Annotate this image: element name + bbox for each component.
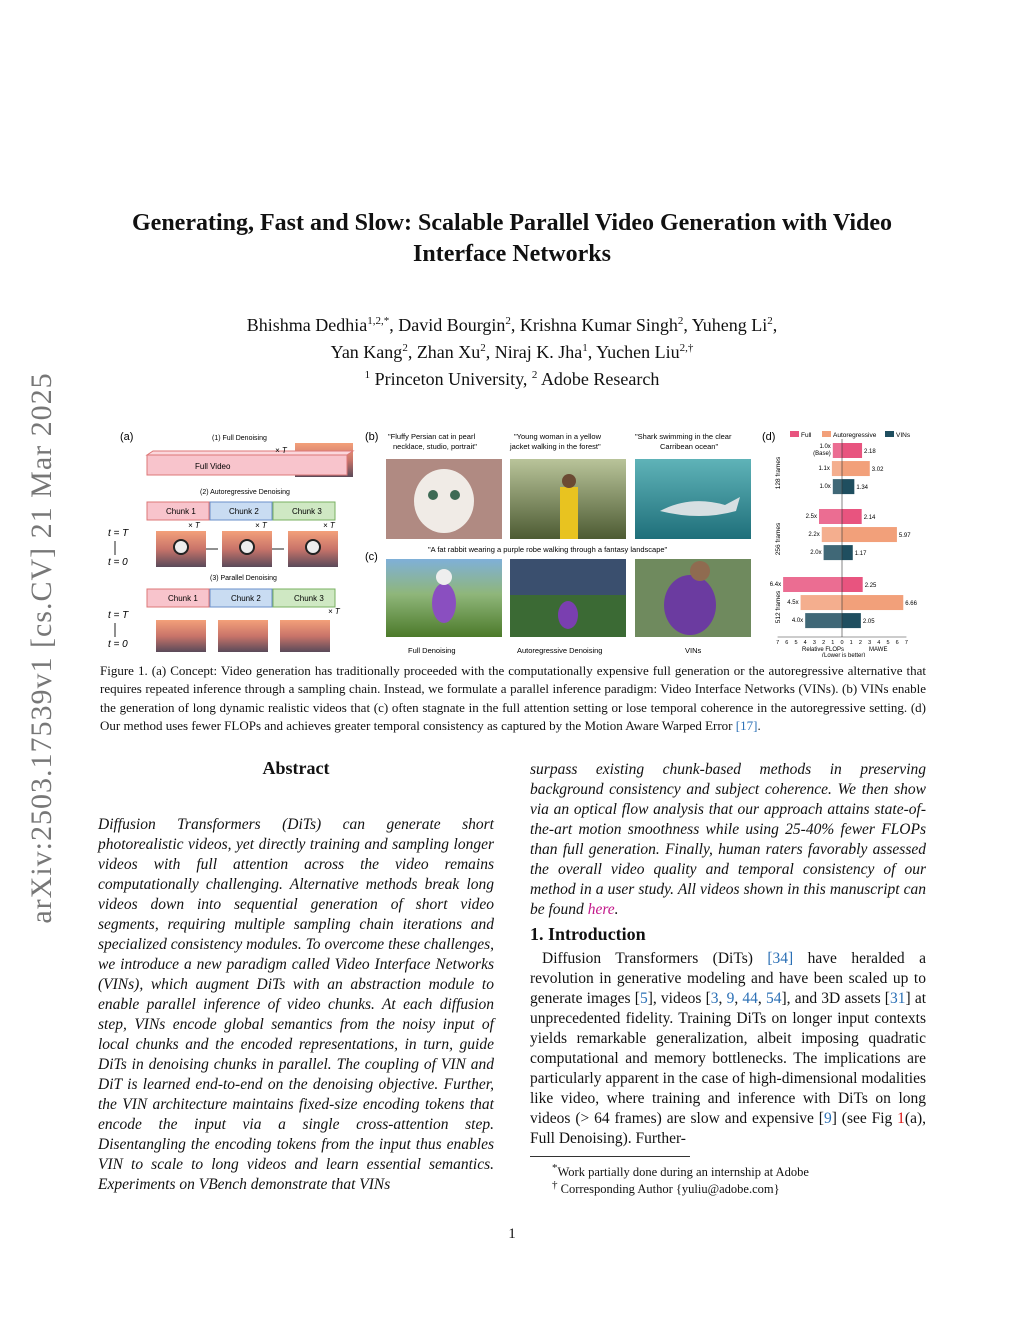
citation-44[interactable]: 44 [742, 990, 758, 1007]
rabbit-robe [558, 601, 578, 629]
figure-caption [100, 662, 926, 736]
sep: , [757, 990, 766, 1007]
flops-value-label: 1.0x [819, 444, 831, 450]
mawe-bar [842, 461, 870, 476]
author-name: Krishna Kumar Singh [519, 315, 678, 335]
mawe-bar [842, 577, 863, 592]
author-block [100, 310, 924, 391]
citation-9[interactable]: 9 [823, 1110, 832, 1127]
author-name: Niraj K. Jha [494, 342, 583, 362]
intro-text: ], videos [ [647, 990, 711, 1007]
abstract-cont-text: surpass existing chunk-based methods in preserving background consistency and subject coherence. We then show via an optical flow analysis that our approach attains state-of-the-art motion smoothness while using 25-40% fewer FLOPs than full generation. Finally, human raters favorably assessed the overall video quality and temporal consistency of our method in a user study. All videos shown in this manuscript can be found [530, 761, 926, 918]
flops-value-label: 4.5x [787, 600, 799, 607]
tick-label: 5 [794, 640, 798, 646]
footnote-text: Corresponding Author {yuliu@adobe.com} [560, 1182, 780, 1197]
autoregressive-label: (2) Autoregressive Denoising [200, 489, 290, 496]
flops-bar [801, 595, 842, 610]
full-video-label: Full Video [195, 462, 231, 471]
intro-text: Diffusion Transformers (DiTs) [542, 950, 768, 967]
prompt-c: "A fat rabbit wearing a purple robe walking through a fantasy landscape" [428, 545, 668, 554]
tick-label: 2 [822, 640, 826, 646]
author-affil-mark: 2 [402, 342, 408, 354]
author-line-1: Bhishma Dedhia$^{1,2,*}$, David Bourgin$^2$, Krishna Kumar Singh$^2$, Yuheng Li$^2$, [246, 315, 778, 335]
citation-34[interactable]: [34] [767, 950, 794, 967]
panda-icon [240, 540, 254, 554]
flops-value-label: 6.4x [769, 582, 782, 588]
times-t-label: × T [275, 446, 287, 455]
legend-label-full: Full [801, 432, 812, 439]
citation-54[interactable]: 54 [766, 990, 782, 1007]
yellow-jacket-figure [560, 487, 578, 539]
tick-label: 4 [877, 640, 881, 646]
author-affil-mark: 1,2,* [367, 315, 390, 327]
intro-text: ] at unprecedented fidelity. Training DiTs on longer input contexts yields remarkable generalization, albeit imposing quadratic computational and memory bottlenecks. The implications are particularly apparent in the case of high-dimensional modalities like video, where training and inference with DiTs on long videos (> 64 frames) are slow and expensive [ [530, 990, 927, 1127]
title-line-1: Generating, Fast and Slow: Scalable Parallel Video Generation with Video [132, 210, 892, 236]
citation-31[interactable]: 31 [889, 990, 906, 1007]
panel-b-label: (b) [365, 431, 379, 443]
mawe-value-label: 1.17 [854, 551, 867, 558]
t-eq-T-label: t = T [108, 610, 129, 621]
author-affil-mark: 1 [582, 342, 588, 354]
flops-bar [822, 527, 842, 542]
mawe-bar [842, 443, 862, 458]
full-denoising-label: (1) Full Denoising [212, 435, 267, 442]
footnote-rule [530, 1156, 690, 1157]
panda-icon [306, 540, 320, 554]
group-label: 512 frames [775, 590, 782, 624]
chunk2-label-par: Chunk 2 [231, 594, 261, 603]
flops-value-label: 2.0x [810, 550, 822, 557]
group-label: 256 frames [775, 522, 782, 556]
shark-frame [635, 459, 751, 539]
intro-text: (a), Full Denoising). Further- [530, 1110, 926, 1147]
flops-bar [819, 509, 842, 524]
abstract-end: . [614, 901, 619, 918]
full-video-bar [147, 455, 347, 475]
x-label-flops: Relative FLOPs [802, 647, 845, 653]
par-chunk1-frame [156, 620, 206, 652]
rabbit-head [436, 569, 452, 585]
cat-eye-icon [428, 490, 438, 500]
x-label-mawe: MAWE [869, 647, 888, 653]
flops-value-label: 2.5x [805, 514, 817, 520]
times-t-label: × T [328, 607, 340, 616]
footnote-2 [552, 1177, 780, 1197]
author-name: Yuheng Li [691, 315, 768, 335]
group-label: 128 frames [775, 456, 782, 490]
footnote-mark: * [552, 1162, 558, 1174]
chunk2-label-ar: Chunk 2 [229, 507, 259, 516]
author-name: Yuchen Liu [596, 342, 680, 362]
mawe-value-label: 3.02 [871, 467, 884, 474]
mawe-bar [842, 479, 854, 494]
flops-value-label: 2.2x [808, 532, 820, 539]
tick-label: 3 [868, 640, 872, 646]
author-name: Bhishma Dedhia [246, 315, 368, 335]
prompt-1-line-1: "Fluffy Persian cat in pearl [388, 432, 476, 441]
prompt-3-line-2: Carribean ocean" [660, 442, 719, 451]
times-t-label: × T [255, 521, 267, 530]
affil-mark: 1 [364, 369, 371, 381]
videos-link[interactable]: here [587, 901, 615, 918]
flops-bar [805, 613, 842, 628]
cat-face [414, 469, 474, 533]
t-eq-0-label: t = 0 [108, 557, 128, 568]
prompt-3-line-1: "Shark swimming in the clear [635, 432, 732, 441]
mawe-bar [842, 527, 897, 542]
flops-bar [824, 545, 842, 560]
mawe-bar [842, 509, 862, 524]
flops-bar [783, 577, 842, 592]
c-label-full: Full Denoising [408, 646, 456, 655]
par-chunk3-frame [280, 620, 330, 652]
tick-label: 6 [895, 640, 899, 646]
author-name: David Bourgin [398, 315, 506, 335]
citation-5[interactable]: 5 [639, 990, 648, 1007]
panel-d-label: (d) [762, 431, 776, 443]
panda-icon [174, 540, 188, 554]
abstract-heading: Abstract [262, 758, 330, 778]
figure-1-ref[interactable]: 1 [897, 1110, 905, 1127]
flops-value-label: (Base) [813, 451, 831, 457]
citation-9[interactable]: 9 [726, 990, 735, 1007]
author-affil-mark: 2 [505, 315, 511, 327]
paper-title [100, 208, 924, 270]
rabbit-head [690, 561, 710, 581]
author-name: Zhan Xu [416, 342, 481, 362]
t-eq-T-label: t = T [108, 528, 129, 539]
mawe-value-label: 2.05 [862, 619, 875, 626]
section-heading-introduction: 1. Introduction [530, 924, 646, 944]
flops-bar [833, 443, 842, 458]
panel-c-label: (c) [365, 551, 378, 563]
tick-label: 3 [812, 640, 816, 646]
intro-text: have heralded a revolution in generative modeling and have been scaled up to generate images [ [530, 950, 926, 1007]
footnote-text: Work partially done during an internship at Adobe [557, 1165, 809, 1180]
cat-eye-icon [450, 490, 460, 500]
flops-value-label: 1.1x [818, 466, 830, 473]
chunk1-label-par: Chunk 1 [168, 594, 198, 603]
par-chunk2-frame [218, 620, 268, 652]
times-t-label: × T [323, 521, 335, 530]
mawe-bar [842, 595, 903, 610]
legend-swatch-vins [885, 431, 894, 437]
tick-label: 6 [785, 640, 789, 646]
mawe-value-label: 1.34 [856, 485, 869, 492]
author-affil-mark: 2,† [679, 342, 694, 354]
legend-label-autoregressive: Autoregressive [833, 432, 877, 439]
prompt-2-line-1: "Young woman in a yellow [514, 432, 602, 441]
affiliation: Princeton University, [374, 369, 528, 389]
tick-label: 0 [840, 640, 844, 646]
affil-mark: 2 [531, 369, 538, 381]
mawe-value-label: 2.25 [864, 583, 877, 589]
tick-label: 1 [831, 640, 835, 646]
legend-swatch-full [790, 431, 799, 437]
parallel-label: (3) Parallel Denoising [210, 575, 277, 582]
rabbit-robe [664, 575, 716, 635]
intro-text: ], and 3D assets [ [781, 990, 890, 1007]
tick-label: 7 [776, 640, 780, 646]
full-video-bar-top [147, 451, 353, 455]
affiliation: Adobe Research [540, 369, 660, 389]
chunk3-label-ar: Chunk 3 [292, 507, 322, 516]
panel-a-label: (a) [120, 431, 134, 443]
sep: , [718, 990, 727, 1007]
author-affil-mark: 2 [677, 315, 684, 327]
times-t-label: × T [188, 521, 200, 530]
tick-label: 5 [886, 640, 890, 646]
abstract-continued [530, 760, 926, 920]
tick-label: 1 [849, 640, 853, 646]
mawe-value-label: 2.18 [864, 449, 876, 455]
author-line-2: Yan Kang$^2$, Zhan Xu$^2$, Niraj K. Jha$^1$, Yuchen Liu$^{2,\dagger}$ [330, 342, 694, 362]
introduction-body [530, 949, 926, 1149]
c-label-vins: VINs [685, 646, 702, 655]
figure-1 [100, 425, 928, 657]
legend-swatch-autoregressive [822, 431, 831, 437]
mawe-bar [842, 613, 861, 628]
tick-label: 7 [904, 640, 908, 646]
caption-citation[interactable]: [17] [735, 718, 758, 734]
author-affil-mark: 2 [480, 342, 486, 354]
chunk3-label-par: Chunk 3 [294, 594, 324, 603]
legend-label-vins: VINs [896, 432, 911, 439]
c-label-ar: Autoregressive Denoising [517, 646, 603, 655]
sep: , [734, 990, 743, 1007]
woman-head [562, 474, 576, 488]
t-eq-0-label: t = 0 [108, 639, 128, 650]
flops-bar [833, 479, 842, 494]
prompt-1-line-2: necklace, studio, portrait" [393, 442, 477, 451]
flops-value-label: 1.0x [819, 484, 831, 491]
author-affil-mark: 2 [767, 315, 773, 327]
abstract-body: Diffusion Transformers (DiTs) can generate short photorealistic videos, yet directly training and sampling longer videos with full attention across the video remains computationally challenging. Alternative methods break long videos down into sequential generation of short video segments, requiring multiple sampling chain iterations and specialized consistency modules. To overcome these challenges, we introduce a new paradigm called Video Interface Networks (VINs), which augment DiTs with an abstraction module to enable parallel inference of video chunks. At each diffusion step, VINs encode global semantics from the noisy input of local chunks and the encoded representations, in turn, guide DiTs in denoising chunks in parallel. The coupling of VIN and DiT is learned end-to-end on the denoising objective. Further, the VIN architecture maintains fixed-size encoding tokens that encode the input via a single cross-attention step. Disentangling the encoding tokens from the input thus enables VIN to scale to long videos and learn essential semantics. Experiments on VBench demonstrate that VINs [98, 816, 494, 1193]
author-name: Yan Kang [330, 342, 403, 362]
rabbit-robe [432, 583, 456, 623]
affiliations [100, 364, 924, 391]
mawe-value-label: 5.97 [898, 533, 911, 540]
flops-bar [832, 461, 842, 476]
tick-label: 4 [803, 640, 807, 646]
tick-label: 2 [858, 640, 862, 646]
mawe-value-label: 2.14 [863, 515, 876, 521]
mawe-value-label: 6.66 [905, 601, 917, 608]
title-line-2: Interface Networks [413, 241, 611, 267]
caption-end: . [757, 718, 761, 734]
page-number: 1 [508, 1226, 516, 1242]
intro-text: ] (see Fig [831, 1110, 898, 1127]
footnote-mark: † [552, 1179, 558, 1191]
arxiv-identifier: arXiv:2503.17539v1 [cs.CV] 21 Mar 2025 [25, 372, 58, 924]
prompt-2-line-2: jacket walking in the forest" [510, 442, 601, 451]
flops-value-label: 4.0x [791, 618, 804, 625]
chunk1-label-ar: Chunk 1 [166, 507, 196, 516]
caption-text: Figure 1. (a) Concept: Video generation has traditionally proceeded with the computationally expensive full generation or the autoregressive alternative that requires repeated inference through a sampling chain. Instead, we formulate a parallel inference paradigm: Video Interface Networks (VINs). (b) VINs enable the generation of long dynamic realistic videos that (c) often stagnate in the full attention setting or lose temporal coherence in the autoregressive setting. (d) Our method uses fewer FLOPs and achieves greater temporal consistency as captured by the Motion Aware Warped Error [100, 663, 926, 734]
flops-mawe-chart [770, 431, 918, 657]
citation-3[interactable]: 3 [710, 990, 719, 1007]
x-label-note: (Lower is better) [822, 653, 866, 657]
mawe-bar [842, 545, 853, 560]
